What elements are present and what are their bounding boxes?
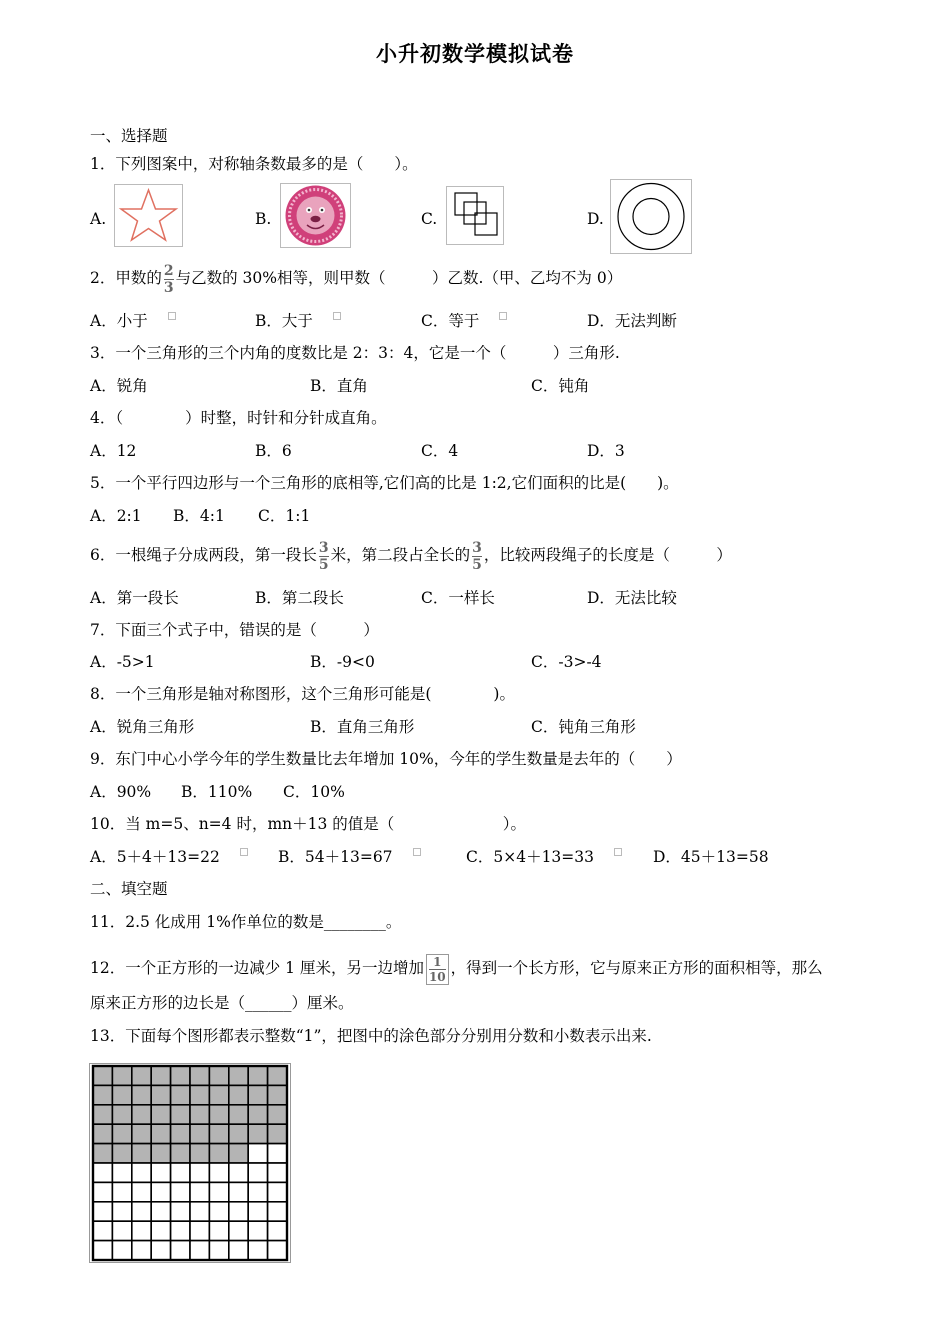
grid-cell: [112, 1221, 131, 1240]
grid-cell-shaded: [248, 1066, 267, 1085]
grid-cell: [248, 1144, 267, 1163]
grid-cell: [209, 1221, 228, 1240]
question-11-text: 11．2.5 化成用 1%作单位的数是________。: [90, 913, 402, 931]
grid-cell-shaded: [229, 1144, 248, 1163]
grid-cell: [171, 1202, 190, 1221]
question-7-text: 7．下面三个式子中，错误的是（ ）: [90, 621, 379, 639]
grid-cell: [268, 1241, 287, 1260]
grid-cell-shaded: [93, 1144, 112, 1163]
grid-cell-shaded: [171, 1085, 190, 1104]
q12-text-pre: 12．一个正方形的一边减少 1 厘米，另一边增加: [90, 959, 424, 977]
grid-cell-shaded: [171, 1105, 190, 1124]
grid-cell-shaded: [93, 1085, 112, 1104]
q2-option-b: [255, 310, 341, 332]
fraction-three-fifths-meters: [319, 541, 329, 572]
lion-face-figure: [280, 183, 351, 248]
question-13-text: 13．下面每个图形都表示整数“1”，把图中的涂色部分分别用分数和小数表示出来.: [90, 1027, 652, 1045]
placeholder-box: [240, 848, 248, 856]
grid-cell-shaded: [132, 1105, 151, 1124]
question-12-line-1: [90, 942, 823, 994]
hundred-grid-figure: [89, 1063, 291, 1263]
grid-cell: [229, 1241, 248, 1260]
grid-cell-shaded: [151, 1085, 170, 1104]
fraction-denominator: 3: [163, 279, 174, 296]
grid-cell-shaded: [209, 1066, 228, 1085]
q3-option-c: C．钝角: [531, 377, 590, 395]
fraction-numerator: 3: [318, 539, 329, 556]
grid-cell-shaded: [248, 1085, 267, 1104]
q7-option-c: C．-3>-4: [531, 653, 602, 671]
q10-option-b-text: B．54＋13=67: [278, 848, 393, 866]
grid-cell-shaded: [132, 1144, 151, 1163]
grid-cell: [209, 1241, 228, 1260]
q8-option-b: B．直角三角形: [310, 718, 415, 736]
grid-cell: [151, 1202, 170, 1221]
q2-option-d: D．无法判断: [587, 312, 677, 330]
section-heading-fill: 二、填空题: [90, 880, 168, 898]
grid-cell-shaded: [190, 1144, 209, 1163]
grid-cell: [112, 1202, 131, 1221]
hundred-grid-svg: [90, 1064, 290, 1262]
grid-cell: [132, 1182, 151, 1201]
q2-option-c: [421, 310, 507, 332]
fraction-one-tenth: [426, 954, 449, 985]
q8-option-a: A．锐角三角形: [90, 718, 195, 736]
grid-cell: [112, 1241, 131, 1260]
grid-cell-shaded: [229, 1066, 248, 1085]
grid-cell: [268, 1144, 287, 1163]
placeholder-box: [614, 848, 622, 856]
grid-cell: [171, 1182, 190, 1201]
grid-cell: [93, 1221, 112, 1240]
grid-cell: [229, 1163, 248, 1182]
grid-cell-shaded: [132, 1124, 151, 1143]
grid-cell: [268, 1202, 287, 1221]
fraction-denominator: 5: [318, 556, 329, 573]
grid-cell-shaded: [151, 1066, 170, 1085]
page-title: 小升初数学模拟试卷: [376, 42, 574, 66]
grid-cell-shaded: [171, 1124, 190, 1143]
question-5-text: 5．一个平行四边形与一个三角形的底相等,它们高的比是 1:2,它们面积的比是( )。: [90, 474, 679, 492]
grid-cell-shaded: [132, 1085, 151, 1104]
grid-cell: [268, 1221, 287, 1240]
question-10-text: 10．当 m=5、n=4 时，mn＋13 的值是（ ）。: [90, 815, 527, 833]
fraction-numerator: 3: [472, 539, 482, 556]
q6-option-d: D．无法比较: [587, 589, 677, 607]
q8-option-c: C．钝角三角形: [531, 718, 636, 736]
question-6-text: [90, 535, 732, 575]
q4-option-a: A．12: [90, 442, 137, 460]
grid-cell-shaded: [209, 1124, 228, 1143]
grid-cell-shaded: [268, 1105, 287, 1124]
grid-cell: [209, 1163, 228, 1182]
fraction-denominator: 5: [472, 556, 482, 573]
star-figure: [114, 184, 183, 247]
grid-cell: [248, 1163, 267, 1182]
grid-cell-shaded: [229, 1085, 248, 1104]
q7-option-a: A．-5>1: [90, 653, 155, 671]
grid-cell-shaded: [171, 1144, 190, 1163]
overlapping-squares-figure: [446, 186, 504, 245]
q10-option-b: [278, 846, 421, 868]
question-12-line-2: 原来正方形的边长是（______）厘米。: [90, 994, 354, 1012]
q9-option-b: B．110%: [181, 783, 253, 801]
grid-cell: [229, 1182, 248, 1201]
grid-cell-shaded: [151, 1124, 170, 1143]
q2-text-pre: 2．甲数的: [90, 269, 162, 287]
grid-cell: [151, 1163, 170, 1182]
q9-option-a: A．90%: [90, 783, 152, 801]
q10-option-a: [90, 846, 248, 868]
q6-text-mid: 米，第二段占全长的: [330, 546, 471, 564]
grid-cell-shaded: [268, 1124, 287, 1143]
q12-text-post: ，得到一个长方形，它与原来正方形的面积相等，那么: [450, 959, 823, 977]
q1-option-b-label: B.: [255, 210, 272, 228]
grid-cell-shaded: [93, 1124, 112, 1143]
grid-cell: [229, 1202, 248, 1221]
grid-cell-shaded: [190, 1105, 209, 1124]
grid-cell-shaded: [209, 1085, 228, 1104]
grid-cell-shaded: [112, 1105, 131, 1124]
q7-option-b: B．-9<0: [310, 653, 375, 671]
fraction-two-thirds: [164, 264, 174, 295]
grid-cell: [229, 1221, 248, 1240]
grid-cell: [132, 1202, 151, 1221]
grid-cell-shaded: [132, 1066, 151, 1085]
q6-option-c: C．一样长: [421, 589, 495, 607]
grid-cell: [151, 1241, 170, 1260]
q3-option-b: B．直角: [310, 377, 368, 395]
q6-text-pre: 6．一根绳子分成两段，第一段长: [90, 546, 317, 564]
grid-cell: [209, 1202, 228, 1221]
grid-cell: [151, 1221, 170, 1240]
grid-cell: [190, 1221, 209, 1240]
question-9-text: 9．东门中心小学今年的学生数量比去年增加 10%，今年的学生数量是去年的（ ）: [90, 750, 682, 768]
q3-option-a: A．锐角: [90, 377, 148, 395]
q1-option-a-label: A.: [90, 210, 107, 228]
grid-cell-shaded: [229, 1124, 248, 1143]
grid-cell: [132, 1221, 151, 1240]
q10-option-c-text: C．5×4＋13=33: [466, 848, 595, 866]
grid-cell: [268, 1182, 287, 1201]
placeholder-box: [413, 848, 421, 856]
grid-cell: [93, 1163, 112, 1182]
grid-cell: [190, 1241, 209, 1260]
q4-option-d: D．3: [587, 442, 625, 460]
grid-cell: [190, 1202, 209, 1221]
grid-cell-shaded: [112, 1085, 131, 1104]
grid-cell-shaded: [93, 1105, 112, 1124]
q2-option-a: [90, 310, 176, 332]
q5-option-a: A．2:1: [90, 507, 142, 525]
concentric-circles-figure: [610, 179, 692, 254]
grid-cell-shaded: [248, 1124, 267, 1143]
grid-cell: [171, 1163, 190, 1182]
grid-cell-shaded: [229, 1105, 248, 1124]
grid-cell: [171, 1241, 190, 1260]
fraction-denominator: 10: [428, 969, 446, 984]
question-8-text: 8．一个三角形是轴对称图形，这个三角形可能是( )。: [90, 685, 515, 703]
grid-cell: [248, 1221, 267, 1240]
q10-option-c: [466, 846, 622, 868]
grid-cell: [190, 1163, 209, 1182]
grid-cell-shaded: [209, 1105, 228, 1124]
q1-option-c-label: C.: [421, 210, 438, 228]
grid-cell: [151, 1182, 170, 1201]
q1-option-d-label: D.: [587, 210, 604, 228]
grid-cell: [171, 1221, 190, 1240]
grid-cell-shaded: [268, 1066, 287, 1085]
placeholder-box: [168, 312, 176, 320]
grid-cell-shaded: [190, 1085, 209, 1104]
fraction-numerator: 1: [433, 954, 442, 969]
q5-option-b: B．4:1: [173, 507, 225, 525]
q2-option-b-text: B．大于: [255, 312, 313, 330]
q4-option-c: C．4: [421, 442, 459, 460]
question-3-text: 3．一个三角形的三个内角的度数比是 2：3：4，它是一个（ ）三角形.: [90, 344, 620, 362]
grid-cell: [112, 1163, 131, 1182]
question-2-text: [90, 258, 622, 298]
fraction-numerator: 2: [163, 262, 174, 279]
placeholder-box: [333, 312, 341, 320]
grid-cell: [112, 1182, 131, 1201]
grid-cell-shaded: [209, 1144, 228, 1163]
q9-option-c: C．10%: [283, 783, 345, 801]
grid-cell-shaded: [151, 1105, 170, 1124]
placeholder-box: [499, 312, 507, 320]
grid-cell: [132, 1163, 151, 1182]
q2-option-a-text: A．小于: [90, 312, 148, 330]
grid-cell: [248, 1182, 267, 1201]
grid-cell-shaded: [112, 1124, 131, 1143]
grid-cell: [93, 1182, 112, 1201]
grid-cell-shaded: [190, 1124, 209, 1143]
grid-cell: [268, 1163, 287, 1182]
grid-cell: [248, 1202, 267, 1221]
grid-cell-shaded: [171, 1066, 190, 1085]
fraction-three-fifths: [472, 541, 482, 572]
q6-option-a: A．第一段长: [90, 589, 179, 607]
grid-cell: [93, 1202, 112, 1221]
grid-cell: [132, 1241, 151, 1260]
q4-option-b: B．6: [255, 442, 292, 460]
grid-cell: [209, 1182, 228, 1201]
q6-text-post: ，比较两段绳子的长度是（ ）: [483, 546, 732, 564]
q5-option-c: C．1:1: [258, 507, 311, 525]
section-heading-choice: 一、选择题: [90, 127, 168, 145]
grid-cell-shaded: [190, 1066, 209, 1085]
grid-cell: [248, 1241, 267, 1260]
q10-option-a-text: A．5＋4＋13=22: [90, 848, 220, 866]
grid-cell-shaded: [112, 1066, 131, 1085]
grid-cell: [93, 1241, 112, 1260]
question-1-text: 1．下列图案中，对称轴条数最多的是（ ）。: [90, 155, 418, 173]
grid-cell-shaded: [151, 1144, 170, 1163]
grid-cell-shaded: [112, 1144, 131, 1163]
q2-option-c-text: C．等于: [421, 312, 480, 330]
grid-cell-shaded: [248, 1105, 267, 1124]
q6-option-b: B．第二段长: [255, 589, 344, 607]
grid-cell-shaded: [93, 1066, 112, 1085]
grid-cell-shaded: [268, 1085, 287, 1104]
grid-cell: [190, 1182, 209, 1201]
q10-option-d: D．45＋13=58: [653, 848, 769, 866]
question-4-text: 4．（ ）时整，时针和分针成直角。: [90, 409, 387, 427]
q2-text-post: 与乙数的 30%相等，则甲数（ ）乙数.（甲、乙均不为 0）: [175, 269, 623, 287]
